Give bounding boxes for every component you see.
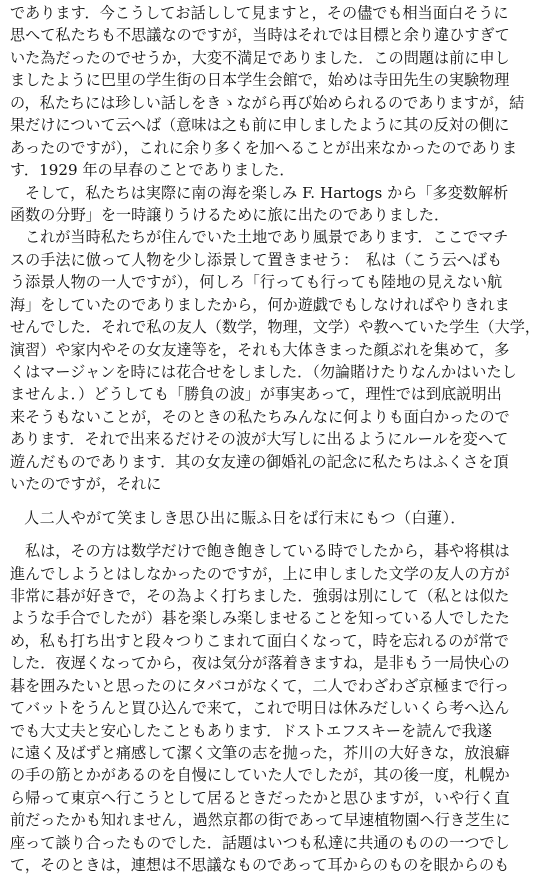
text-line: 座って談り合ったものでした．話題はいつも私達に共通のものの一つでし (10, 833, 510, 852)
document-body (10, 2, 540, 877)
text-line: ませんよ．）どうしても「勝負の波」が事実あって，理性では到底説明出 (10, 385, 502, 404)
text-line: 遊んだものであります．其の女友達の御婚礼の記念に私たちはふくさを頂 (10, 452, 509, 471)
text-line: せんでした．それで私の友人（数学，物理，文学）や教へていた学生（大学， (10, 318, 540, 337)
text-line: 進んでしようとはしなかったのですが，上に申しました文学の友人の方が (10, 564, 510, 583)
text-line: 前だったかも知れません，過然京都の街であって早速植物園へ行き芝生に (10, 811, 511, 830)
text-line: でも大丈夫と安心したこともあります．ドストエフスキーを読んで我遂 (10, 721, 493, 740)
text-line: 海」をしていたのでありましたから，何か遊戯でもしなければやりきれま (10, 295, 510, 314)
text-line: て，そのときは，連想は不思議なものであって耳からのものを眼からのも (10, 856, 510, 875)
text-line: 非常に碁が好きで，その為よく打ちました．強弱は別にして（私とは似た (10, 586, 510, 605)
paragraph (10, 540, 511, 877)
text-line: ら帰って東京へ行こうとして居るときだったかと思ひますが，いや行く直 (10, 788, 510, 807)
text-line: 思へて私たちも不思議なのですが，当時はそれでは目標と余り違ひすぎて (10, 26, 510, 45)
text-line: あったのですが），これに余り多くを加へることが出来なかったのでありま (10, 138, 518, 157)
paragraph (10, 182, 509, 227)
text-line: 私は，その方は数学だけで飽き飽きしている時でしたから，碁や将棋は (25, 542, 510, 561)
text-line: ような手合でしたが）碁を楽しみ楽しませることを知っている人でしたた (10, 609, 510, 628)
text-line: スの手法に倣って人物を少し添景して置きませう： 私は（こう云へばも (10, 250, 503, 269)
text-line: いた為だったのでせうか，大変不満足でありました．この問題は前に申し (10, 48, 510, 67)
text-line: す．1929 年の早春のことでありました． (10, 161, 295, 180)
text-line: した．夜遅くなってから，夜は気分が落着きますね，是非もう一局快心の (10, 654, 510, 673)
text-line: であります．今こうしてお話しして見ますと，その儘でも相当面白そうに (10, 4, 509, 22)
text-line: 碁を囲みたいと思ったのにタバコがなくて，二人でわざわざ京極まで行っ (10, 676, 510, 695)
poem-line: 人二人やがて笑ましき思ひ出に賑ふ日をば行末にもつ（白蓮）． (24, 508, 466, 527)
paragraph (10, 226, 540, 495)
text-line: め，私も打ち出すと段々つりこまれて面白くなって，時を忘れるのが常で (10, 631, 509, 650)
text-line: の，私たちには珍しい話しをきゝながら再び始められるのでありますが，結 (10, 93, 525, 112)
text-line: てバットをうんと買ひ込んで来て，これで明日は休みだしいくら考へ込ん (10, 699, 510, 718)
text-line: 函数の分野」を一時譲りうけるために旅に出たのでありました． (10, 205, 450, 224)
text-line: 演習）や家内やその女友達等を，それも大体きまった顔ぶれを集めて，多 (10, 340, 510, 359)
text-line: 果だけについて云へば（意味は之も前に申しましたように其の反対の側に (10, 116, 510, 135)
text-line: これが当時私たちが住んでいた土地であり風景であります．ここでマチ (25, 228, 509, 247)
text-line: う添景人物の一人ですが），何しろ「行っても行っても陸地の見えない航 (10, 273, 503, 292)
text-line: の手の筋とかがあるのを自慢にしていた人でしたが，其の後一度，札幌か (10, 766, 510, 785)
text-line: 来そうもないことが，そのときの私たちみんなに何よりも面白かったので (10, 407, 510, 426)
text-line: いたのですが，それに (10, 475, 162, 494)
text-line: くはマージャンを時には花合せをしました．（勿論賭けたりなんかはいたし (10, 363, 517, 381)
text-line: ましたように巴里の学生街の日本学生会館で，始めは寺田先生の実験物理 (10, 71, 510, 90)
text-line: あります．それで出来るだけその波が大写しに出るようにルールを変へて (10, 430, 509, 449)
text-line: に遠く及ばずと痛感して潔く文筆の志を抛った，芥川の大好きな，放浪癖 (10, 744, 510, 762)
paragraph (10, 2, 525, 182)
text-line: そして，私たちは実際に南の海を楽しみ F. Hartogs から「多変数解析 (25, 183, 509, 202)
